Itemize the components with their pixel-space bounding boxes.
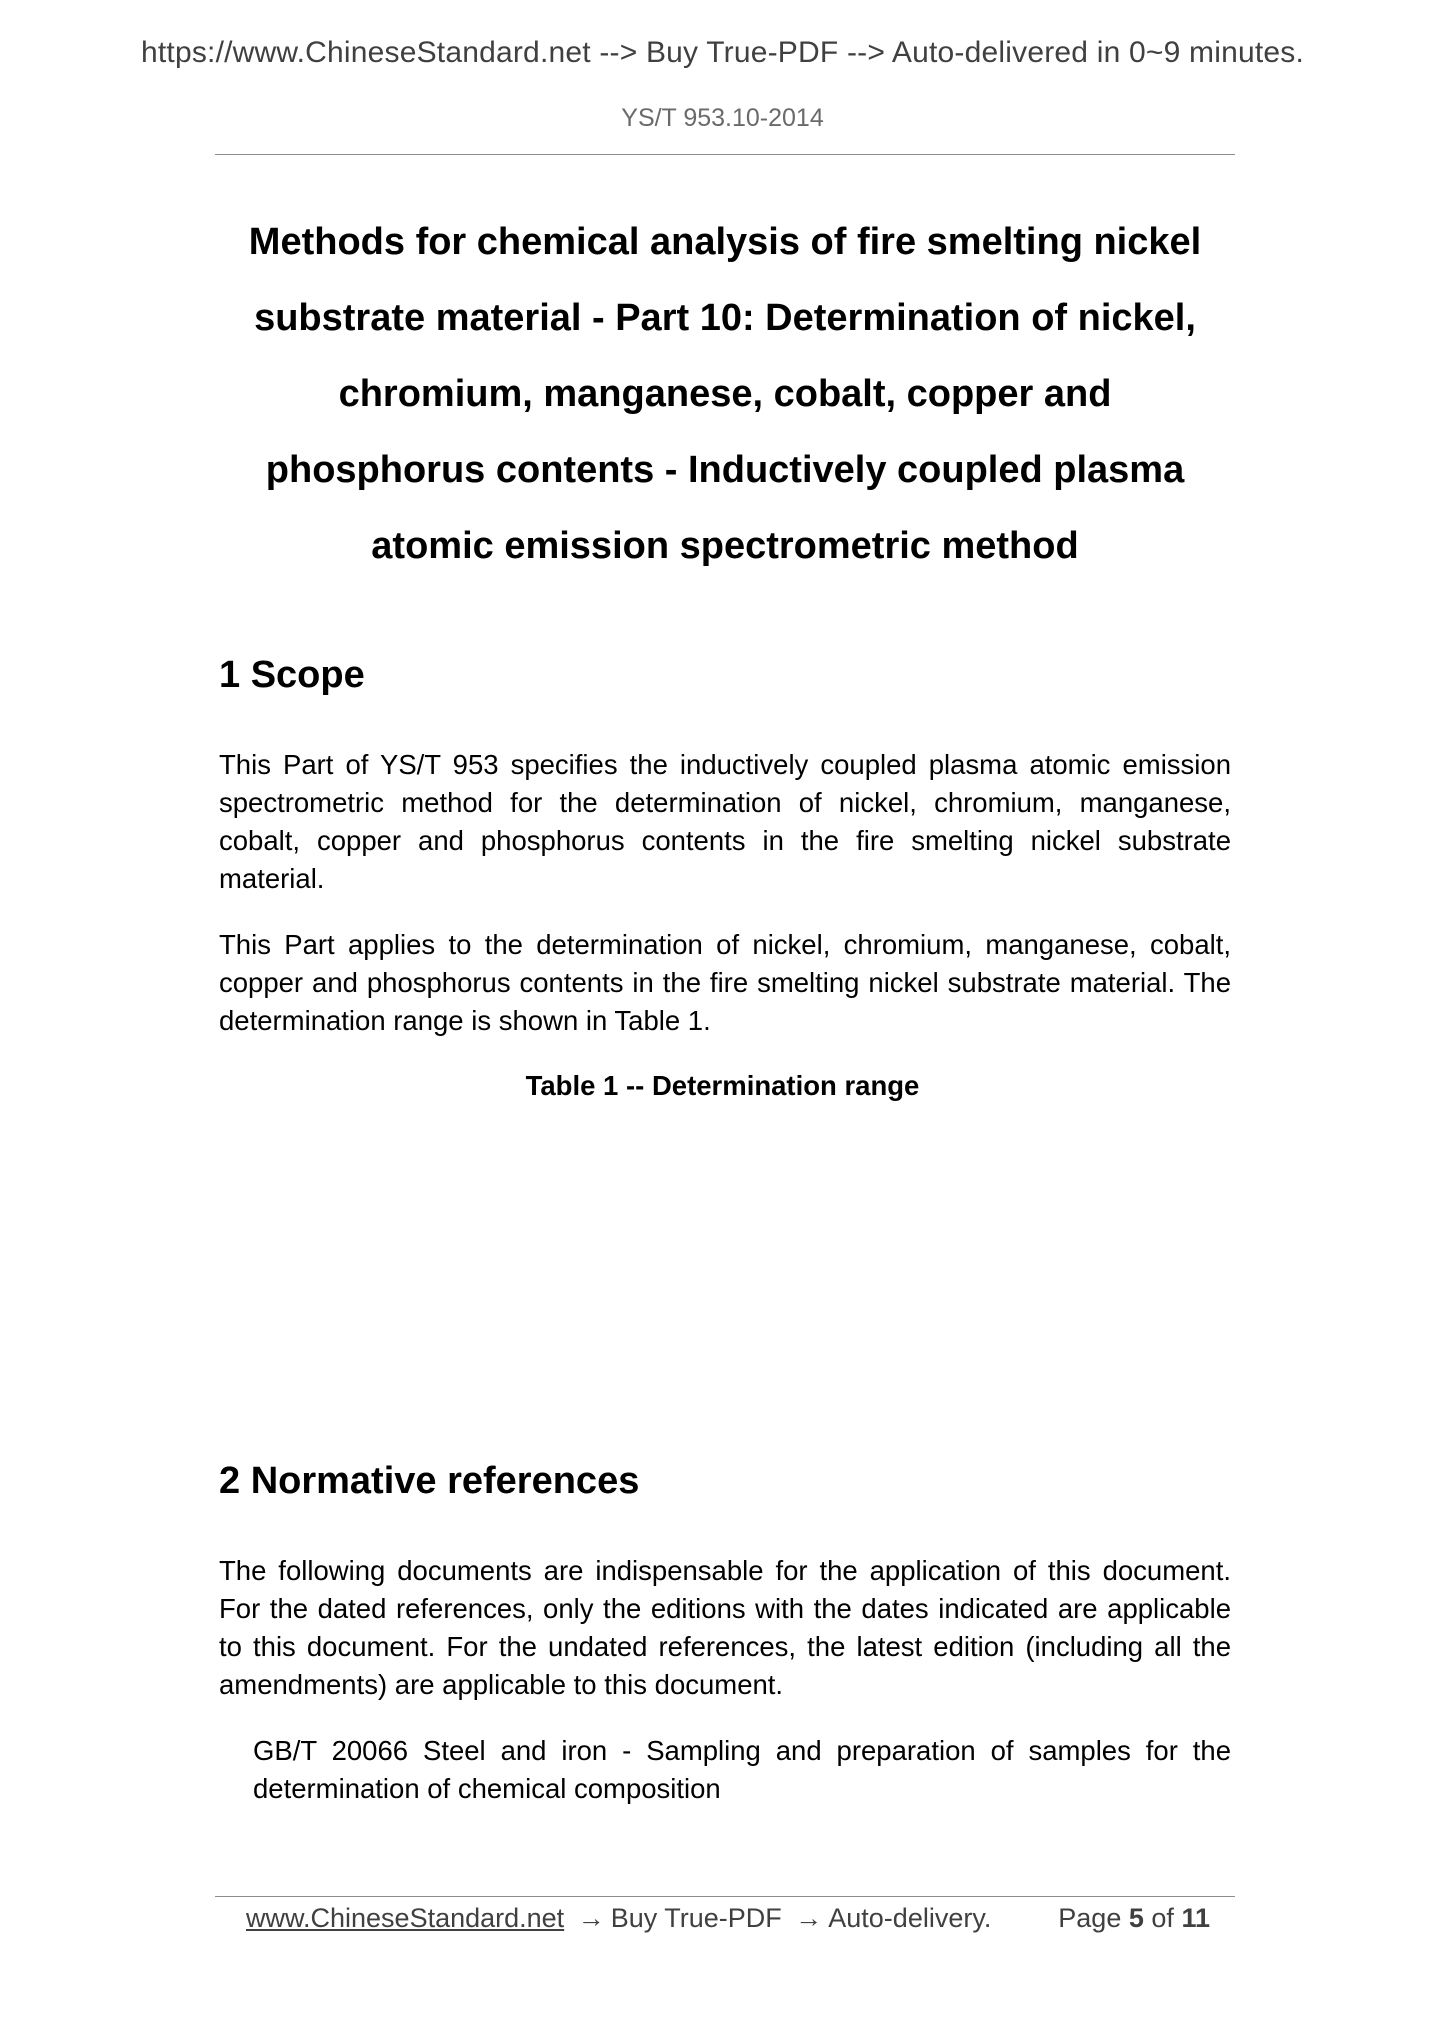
title-line-3: chromium, manganese, cobalt, copper and [338, 373, 1112, 415]
document-code: YS/T 953.10-2014 [621, 104, 824, 132]
document-title [215, 204, 1235, 584]
footer-divider [215, 1896, 1235, 1897]
section-heading-normative-references: 2 Normative references [219, 1460, 640, 1502]
footer-delivery-text: Auto-delivery. [828, 1903, 992, 1933]
page-footer [246, 1898, 1210, 1938]
scope-paragraph-1: This Part of YS/T 953 specifies the inductively coupled plasma atomic emission spectrometric method for the determination of nickel, chromium, manganese, cobalt, copper and phosphorus contents in the fire smelting nickel substrate material. [219, 749, 1231, 894]
reference-item: GB/T 20066 Steel and iron - Sampling and preparation of samples for the determination of chemical composition [253, 1735, 1231, 1804]
footer-site-link[interactable]: www.ChineseStandard.net [246, 1903, 565, 1933]
title-line-5: atomic emission spectrometric method [371, 525, 1079, 567]
page-number [1058, 1898, 1210, 1938]
page-current: 5 [1128, 1903, 1144, 1933]
header-banner: https://www.ChineseStandard.net --> Buy True-PDF --> Auto-delivered in 0~9 minutes. [141, 36, 1304, 69]
scope-paragraph-2: This Part applies to the determination of nickel, chromium, manganese, cobalt, copper and phosphorus contents in the fire smelting nickel substrate material. The determination range is shown in Table 1. [219, 929, 1231, 1036]
header-divider [215, 154, 1235, 155]
normative-paragraph: The following documents are indispensable for the application of this document. For the dated references, only the editions with the dates indicated are applicable to this document. For the undated references, the latest edition (including all the amendments) are applicable to this document. [219, 1555, 1231, 1700]
arrow-right-icon: → [577, 1903, 605, 1933]
table-caption: Table 1 -- Determination range [525, 1070, 920, 1101]
title-line-1: Methods for chemical analysis of fire smelting nickel [248, 221, 1202, 263]
arrow-right-icon: → [795, 1903, 823, 1933]
title-line-4: phosphorus contents - Inductively coupled plasma [265, 449, 1185, 491]
page-of: of [1151, 1903, 1174, 1933]
page-label: Page [1058, 1903, 1122, 1933]
title-line-2: substrate material - Part 10: Determination of nickel, [254, 297, 1196, 339]
footer-buy-text: Buy True-PDF [610, 1903, 782, 1933]
section-heading-scope: 1 Scope [219, 654, 365, 696]
page-total: 11 [1181, 1903, 1210, 1933]
